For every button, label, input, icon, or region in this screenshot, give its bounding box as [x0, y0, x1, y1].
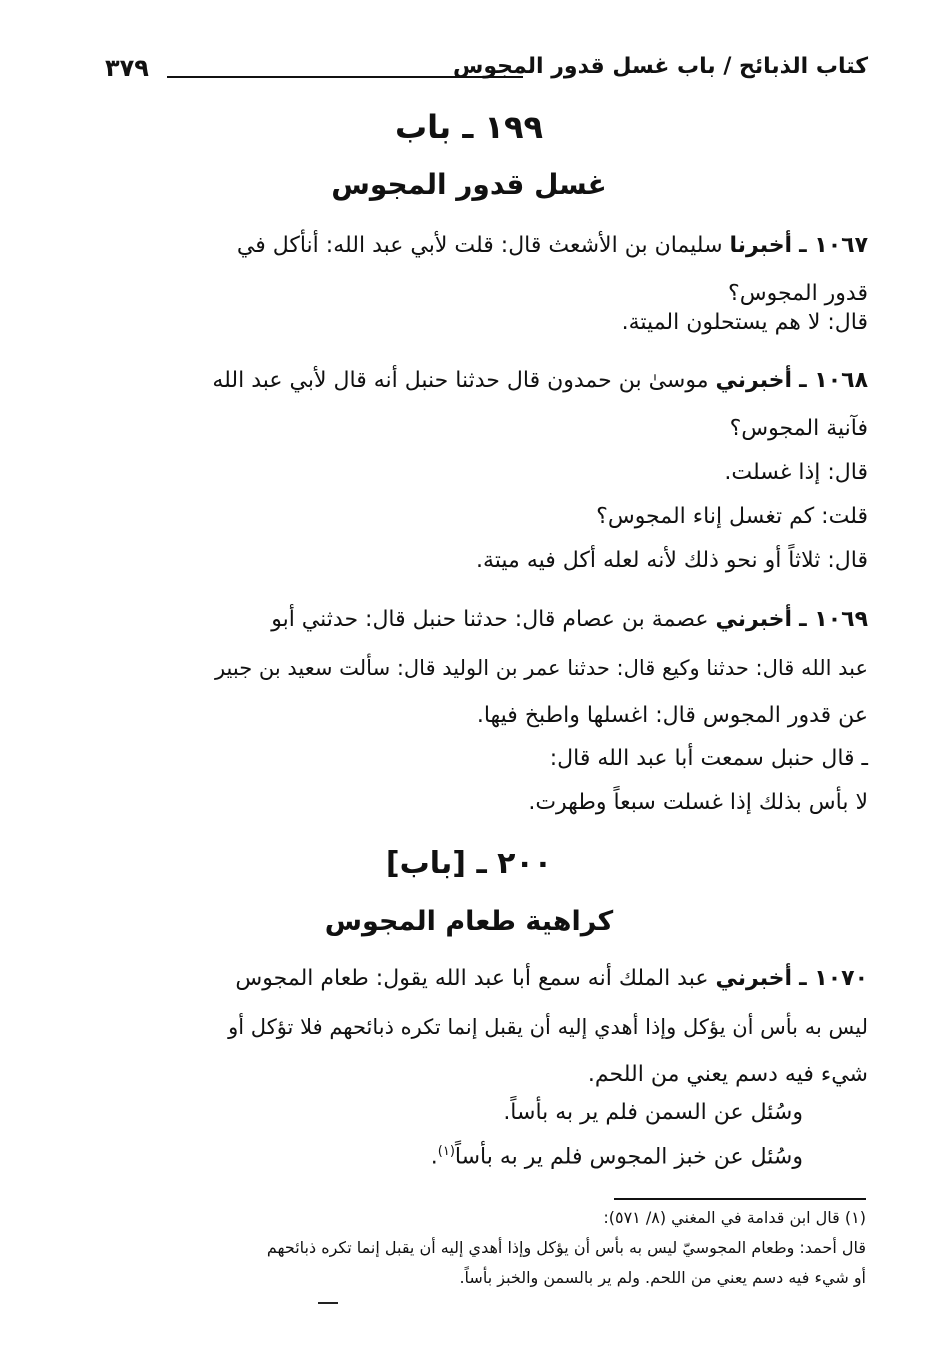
- footnote-line-1: (١) قال ابن قدامة في المغني (٨/ ٥٧١):: [603, 1208, 866, 1227]
- hadith-1067-text-2: قدور المجوس؟: [728, 281, 868, 306]
- hadith-1069-number: ١٠٦٩ ـ: [799, 607, 868, 632]
- hadith-1069-text-1: عصمة بن عصام قال: حدثنا حنبل قال: حدثني أبو: [271, 607, 709, 632]
- hadith-1069-addendum-1: ـ قال حنبل سمعت أبا عبد الله قال:: [549, 746, 868, 771]
- chapter-200-title: ٢٠٠ ـ [باب]: [385, 846, 553, 881]
- hadith-1067: [68, 222, 868, 318]
- hadith-1067-line-1: [68, 222, 868, 270]
- chapter-199-subtitle: غسل قدور المجوس: [331, 168, 607, 201]
- footnote-rule: [614, 1198, 866, 1200]
- running-head: [105, 52, 868, 92]
- hadith-1068-lead: أخبرني: [715, 368, 793, 393]
- print-mark: [318, 1302, 338, 1304]
- hadith-1067-lead: أخبرنا: [729, 233, 793, 258]
- hadith-1068-number: ١٠٦٨ ـ: [799, 368, 868, 393]
- hadith-1070-question-2-end: .: [430, 1144, 438, 1170]
- hadith-1068-reply-2: قلت: كم تغسل إناء المجوس؟: [596, 504, 868, 529]
- hadith-1069-text-2: عبد الله قال: حدثنا وكيع قال: حدثنا عمر بن الوليد قال: سألت سعيد بن جبير: [214, 656, 868, 680]
- hadith-1070-number: ١٠٧٠ ـ: [799, 966, 868, 991]
- footnote-line-3: أو شيء فيه دسم يعني من اللحم. ولم ير بالسمن والخبز بأساً.: [459, 1268, 866, 1287]
- page-number: ٣٧٩: [105, 54, 149, 82]
- hadith-1068-reply-1: قال: إذا غسلت.: [724, 460, 868, 485]
- hadith-1069-addendum-2: لا بأس بذلك إذا غسلت سبعاً وطهرت.: [528, 790, 868, 815]
- hadith-1069: [68, 596, 868, 740]
- hadith-1070-lead: أخبرني: [715, 966, 793, 991]
- hadith-1070-line-1: [68, 955, 868, 1003]
- running-head-rule: [167, 76, 523, 78]
- hadith-1068-text-1: موسىٰ بن حمدون قال حدثنا حنبل أنه قال لأبي عبد الله: [212, 368, 709, 393]
- hadith-1069-line-1: [68, 596, 868, 644]
- hadith-1070-text-1: عبد الملك أنه سمع أبا عبد الله يقول: طعام المجوس: [235, 966, 709, 991]
- hadith-1070-question-2: [431, 1144, 803, 1169]
- footnote-reference[interactable]: (١): [437, 1144, 455, 1159]
- hadith-1070-question-1: وسُئل عن السمن فلم ير به بأساً.: [503, 1100, 803, 1125]
- hadith-1067-reply: قال: لا هم يستحلون الميتة.: [621, 310, 868, 335]
- hadith-1067-text-1: سليمان بن الأشعث قال: قلت لأبي عبد الله: أنأكل في: [236, 233, 723, 258]
- chapter-200-subtitle: كراهية طعام المجوس: [324, 906, 614, 937]
- hadith-1068-line-1: [68, 357, 868, 405]
- hadith-1070-question-2-text: وسُئل عن خبز المجوس فلم ير به بأساً: [454, 1144, 803, 1170]
- hadith-1070-text-2: ليس به بأس أن يؤكل وإذا أهدي إليه أن يقبل إنما تكره ذبائحهم فلا تؤكل أو: [228, 1015, 868, 1039]
- hadith-1067-number: ١٠٦٧ ـ: [799, 233, 868, 258]
- hadith-1068-text-2: فآنية المجوس؟: [729, 416, 868, 441]
- hadith-1070: [68, 955, 868, 1099]
- hadith-1068: [68, 357, 868, 453]
- hadith-1068-reply-3: قال: ثلاثاً أو نحو ذلك لأنه لعله أكل فيه ميتة.: [475, 548, 868, 573]
- chapter-199-title: ١٩٩ ـ باب: [395, 108, 543, 146]
- hadith-1070-text-3: شيء فيه دسم يعني من اللحم.: [587, 1062, 868, 1087]
- footnote-line-2: قال أحمد: وطعام المجوسيّ ليس به بأس أن يؤكل وإذا أهدي إليه أن يقبل إنما تكره ذبائحهم: [266, 1238, 866, 1257]
- hadith-1069-lead: أخبرني: [715, 607, 793, 632]
- hadith-1069-text-3: عن قدور المجوس قال: اغسلها واطبخ فيها.: [476, 703, 868, 728]
- running-head-title: كتاب الذبائح / باب غسل قدور المجوس: [453, 54, 868, 79]
